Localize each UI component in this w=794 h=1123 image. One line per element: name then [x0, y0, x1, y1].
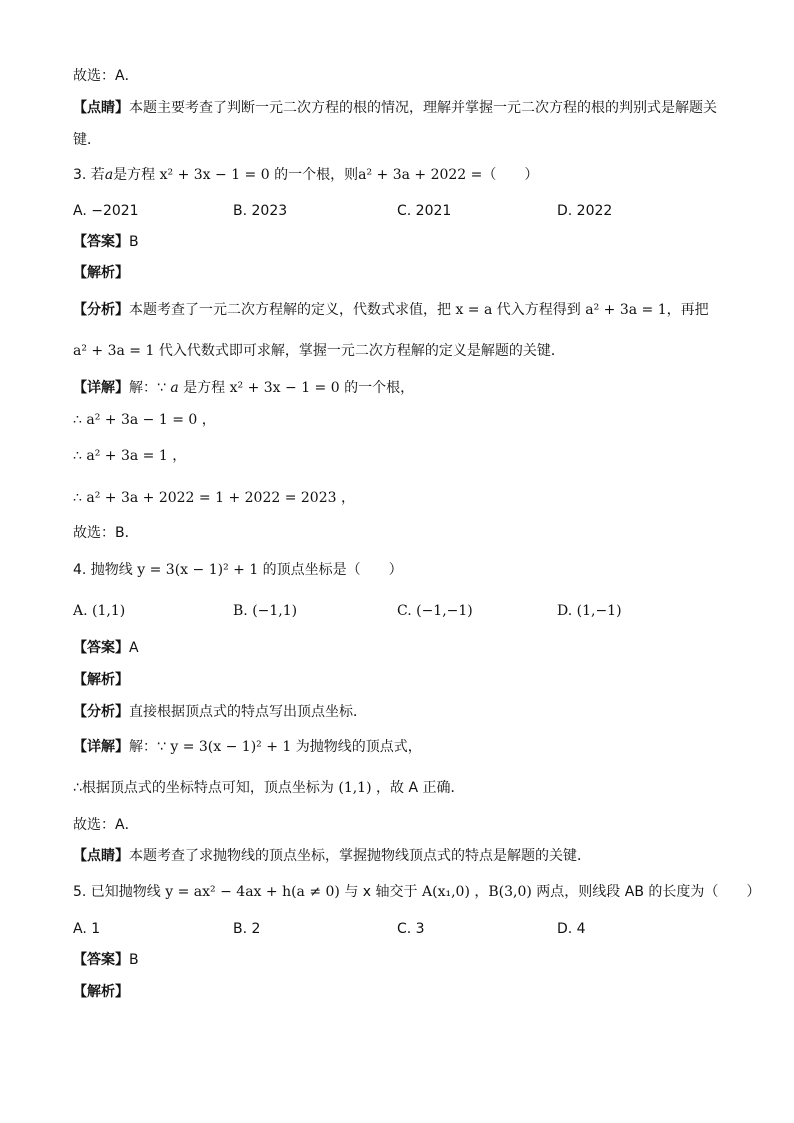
option-b: B. 2023: [233, 203, 288, 219]
question-5-analysis-heading: [73, 982, 129, 1002]
question-3-fenxi-cont: [73, 341, 565, 361]
math: y = ax² − 4ax + h(a ≠ 0): [165, 884, 340, 900]
math: x² + 3x − 1 = 0: [159, 167, 270, 183]
question-3-answer: [73, 232, 139, 252]
option-c: C. 2021: [397, 203, 452, 219]
text: 代入代数式即可求解，掌握一元二次方程解的定义是解题的关键．: [154, 343, 565, 359]
math: a² + 3a = 1: [73, 343, 155, 359]
text: ∴根据顶点式的坐标特点可知，顶点坐标为: [73, 780, 339, 796]
math: a: [170, 380, 179, 396]
text: ，故 A 正确．: [371, 780, 465, 796]
math: ∴ a² + 3a + 2022 = 1 + 2022 = 2023 ，: [73, 490, 355, 506]
text: 的顶点坐标是（ ）: [258, 562, 403, 578]
text: 键．: [73, 132, 101, 148]
question-4-step-1: [73, 778, 465, 798]
section-tag: 【解析】: [73, 672, 129, 688]
text: 故选：A．: [73, 68, 139, 84]
section-tag: 【答案】: [73, 640, 129, 656]
option-a: A. 1: [73, 921, 101, 937]
option-c: C. 3: [397, 921, 425, 937]
question-number: 4. 抛物线: [73, 562, 138, 578]
question-5-stem: [73, 882, 760, 902]
question-number: 3. 若: [73, 167, 105, 183]
question-3-detail: [73, 378, 414, 398]
math: a² + 3a + 2022 =: [358, 167, 483, 183]
math: B(3,0): [488, 884, 532, 900]
previous-dianjing-cont: [73, 130, 101, 150]
text: （ ）: [482, 167, 539, 183]
section-tag: 【答案】: [73, 234, 129, 250]
math: (1,1): [338, 780, 372, 796]
question-3-analysis-heading: [73, 263, 129, 283]
math: x² + 3x − 1 = 0: [229, 380, 340, 396]
text: ，再把: [666, 302, 709, 318]
text: 代入方程得到: [492, 302, 586, 318]
question-3-fenxi: [73, 300, 709, 320]
option-d: D. 4: [557, 921, 586, 937]
question-4-fenxi: [73, 702, 367, 722]
section-tag: 【详解】: [73, 380, 129, 396]
section-tag: 【点睛】: [73, 100, 129, 116]
math: y = 3(x − 1)² + 1: [170, 739, 292, 755]
option-d: D. (1,−1): [557, 603, 622, 619]
math: a: [104, 167, 114, 183]
question-4-analysis-heading: [73, 670, 129, 690]
option-d: D. 2022: [557, 203, 613, 219]
option-b: B. (−1,1): [233, 603, 298, 619]
text: 本题主要考查了判断一元二次方程的根的情况，理解并掌握一元二次方程的根的判别式是解题关: [129, 100, 717, 116]
section-tag: 【解析】: [73, 984, 129, 1000]
text: 的一个根，: [339, 380, 415, 396]
text: 故选：A．: [73, 817, 139, 833]
math: ∴ a² + 3a = 1 ，: [73, 448, 187, 464]
text: 解：∵: [129, 380, 171, 396]
option-a: A. (1,1): [73, 603, 126, 619]
math: x = a: [455, 302, 493, 318]
text: 为抛物线的顶点式，: [291, 739, 422, 755]
section-tag: 【分析】: [73, 704, 129, 720]
math: a² + 3a = 1: [585, 302, 667, 318]
question-4-dianjing: [73, 846, 591, 866]
section-tag: 【答案】: [73, 952, 129, 968]
section-tag: 【解析】: [73, 265, 129, 281]
text: ，: [469, 884, 489, 900]
question-4-stem: [73, 560, 403, 580]
text: 故选：B．: [73, 525, 139, 541]
math: y = 3(x − 1)² + 1: [137, 562, 259, 578]
text: 是方程: [113, 167, 160, 183]
question-5-answer: [73, 950, 139, 970]
option-a: A. −2021: [73, 203, 139, 219]
question-3-stem: [73, 165, 538, 185]
text: B: [129, 234, 139, 250]
question-4-detail: [73, 737, 422, 757]
text: 是方程: [178, 380, 230, 396]
text: 本题考查了一元二次方程解的定义，代数式求值，把: [129, 302, 456, 318]
question-3-step-1: [73, 410, 216, 430]
text: 解：∵: [129, 739, 171, 755]
question-3-choose: [73, 523, 139, 543]
question-number: 5. 已知抛物线: [73, 884, 166, 900]
text: A: [129, 640, 139, 656]
text: B: [129, 952, 139, 968]
question-3-step-2: [73, 446, 186, 466]
question-4-choose: [73, 815, 139, 835]
text: 两点，则线段 AB 的长度为（ ）: [531, 884, 761, 900]
option-c: C. (−1,−1): [397, 603, 473, 619]
section-tag: 【详解】: [73, 739, 129, 755]
section-tag: 【点睛】: [73, 848, 129, 864]
section-tag: 【分析】: [73, 302, 129, 318]
text: 的一个根，则: [269, 167, 359, 183]
math: ∴ a² + 3a − 1 = 0 ，: [73, 412, 216, 428]
previous-dianjing-line: [73, 98, 717, 118]
text: 本题考查了求抛物线的顶点坐标，掌握抛物线顶点式的特点是解题的关键．: [129, 848, 591, 864]
math: A(x₁,0): [422, 884, 470, 900]
option-b: B. 2: [233, 921, 261, 937]
previous-answer-line: [73, 66, 139, 86]
question-4-answer: [73, 638, 139, 658]
question-3-step-3: [73, 488, 355, 508]
text: 与 x 轴交于: [339, 884, 422, 900]
text: 直接根据顶点式的特点写出顶点坐标．: [129, 704, 367, 720]
